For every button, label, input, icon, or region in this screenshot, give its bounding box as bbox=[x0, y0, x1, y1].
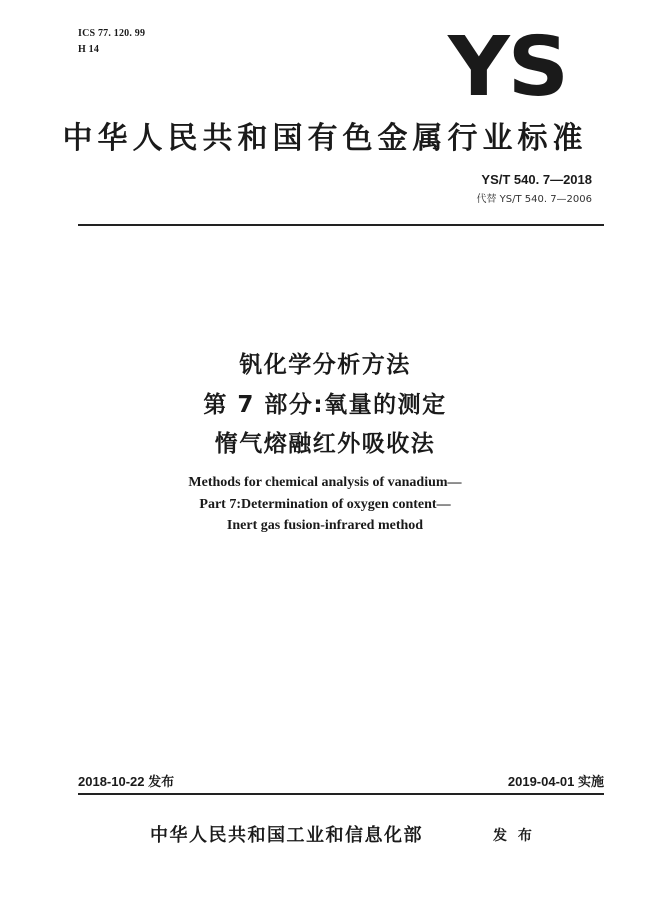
title-cn-line-1: 钒化学分析方法 bbox=[239, 352, 411, 378]
top-divider bbox=[78, 224, 604, 226]
replaced-standard: 代替 YS/T 540. 7—2006 bbox=[476, 194, 592, 205]
standard-code: YS/T 540. 7—2018 bbox=[481, 172, 592, 187]
classification-codes bbox=[78, 26, 145, 58]
title-en-line-1: Methods for chemical analysis of vanadium— bbox=[188, 475, 462, 490]
title-cn-line-3: 惰气熔融红外吸收法 bbox=[214, 431, 436, 457]
title-en-line-3: Inert gas fusion-infrared method bbox=[226, 518, 424, 533]
issuing-authority: 中华人民共和国工业和信息化部 bbox=[150, 825, 423, 846]
title-en-line-2: Part 7:Determination of oxygen content— bbox=[199, 497, 451, 512]
title-cn-line-2: 第 7 部分:氧量的测定 bbox=[203, 392, 447, 418]
standard-category-title: 中华人民共和国有色金属行业标准 bbox=[62, 121, 588, 156]
ics-code: ICS 77. 120. 99 bbox=[78, 28, 146, 39]
ccs-code: H 14 bbox=[78, 44, 100, 55]
issue-label: 发 布 bbox=[493, 828, 535, 844]
bottom-divider bbox=[78, 793, 604, 795]
issue-date: 2018-10-22 发布 bbox=[78, 774, 175, 789]
ys-logo: YS bbox=[448, 20, 568, 115]
implementation-date: 2019-04-01 实施 bbox=[507, 774, 604, 789]
